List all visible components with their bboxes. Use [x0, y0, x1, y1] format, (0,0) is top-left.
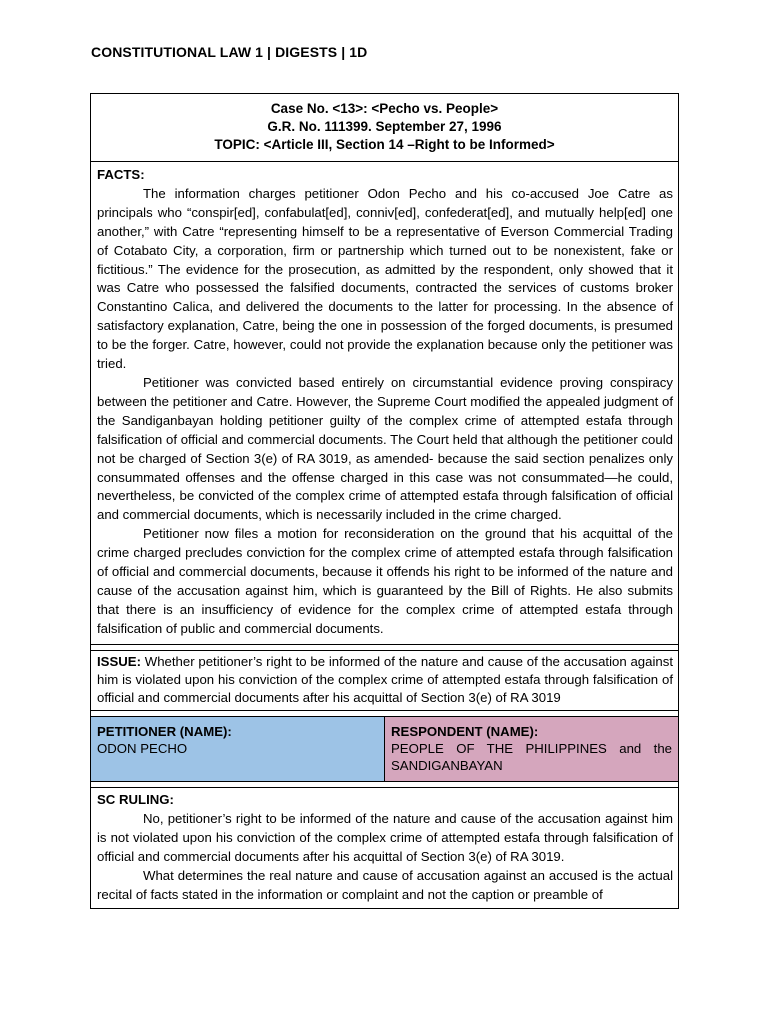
respondent-cell — [385, 717, 678, 781]
issue-text: Whether petitioner’s right to be informed of the nature and cause of the accusation against him is violated upon his conviction of the complex crime of attempted estafa through falsification of official and commercial documents after his acquittal of Section 3(e) of RA 3019 — [97, 653, 673, 706]
issue-section — [91, 651, 678, 712]
petitioner-cell — [91, 717, 385, 781]
respondent-name: PEOPLE OF THE PHILIPPINES and the SANDIGANBAYAN — [391, 741, 672, 774]
ruling-paragraph: What determines the real nature and cause of accusation against an accused is the actual recital of facts stated in the information or complaint and not the caption or preamble of — [97, 867, 673, 902]
respondent-label: RESPONDENT (NAME): — [391, 724, 539, 740]
case-digest-table — [90, 93, 679, 909]
document-header: CONSTITUTIONAL LAW 1 | DIGESTS | 1D — [91, 44, 368, 60]
facts-paragraph: The information charges petitioner Odon Pecho and his co-accused Joe Catre as principals who “conspir[ed], confabulat[ed], conniv[ed], confederat[ed], and mutually help[ed] one another,” with Catre “representing himself to be a representative of Everson Commercial Trading of Cotabato City, a corporation, firm or partnership which turned out to be nonexistent, fake or fictitious.” The evidence for the prosecution, as admitted by the respondent, only showed that it was Catre who possessed the falsified documents, contracted the services of customs broker Constantino Calica, and delivered the documents to the latter for processing. In the absence of satisfactory explanation, Catre, being the one in possession of the forged documents, is presumed to be the forger. Catre, however, could not provide the explanation because only the petitioner was tried. — [97, 185, 673, 372]
ruling-paragraph: No, petitioner’s right to be informed of the nature and cause of the accusation against him is not violated upon his conviction of the complex crime of attempted estafa through falsification of official and commercial documents after his acquittal of Section 3(e) of RA 3019. — [97, 811, 673, 864]
parties-row — [91, 717, 678, 782]
petitioner-label: PETITIONER (NAME): — [97, 724, 232, 740]
facts-paragraph: Petitioner was convicted based entirely on circumstantial evidence proving conspiracy between the petitioner and Catre. However, the Supreme Court modified the appealed judgment of the Sandiganbayan holding petitioner guilty of the complex crime of attempted estafa through falsification of official and commercial documents. The Court held that although the petitioner could not be charged of Section 3(e) of RA 3019, as amended- because the said section penalizes only consummated offenses and the offense charged in this case was not consummated—he could, nevertheless, be convicted of the complex crime of attempted estafa through falsification of official and commercial documents, which is necessarily included in the crime charged. — [97, 374, 673, 523]
gr-number: G.R. No. 111399. September 27, 1996 — [267, 119, 502, 134]
petitioner-name: ODON PECHO — [97, 741, 188, 757]
ruling-label: SC RULING: — [97, 792, 174, 808]
case-number: Case No. <13>: <Pecho vs. People> — [270, 101, 499, 116]
case-topic: TOPIC: <Article III, Section 14 –Right to be Informed> — [214, 137, 555, 152]
case-heading — [91, 94, 678, 162]
ruling-section — [91, 788, 678, 907]
facts-label: FACTS: — [97, 167, 145, 182]
facts-section — [91, 162, 678, 645]
facts-paragraph: Petitioner now files a motion for reconsideration on the ground that his acquittal of the crime charged precludes conviction for the complex crime of attempted estafa through falsification of official and commercial documents, because it offends his right to be informed of the nature and cause of the accusation against him, which is guaranteed by the Bill of Rights. He also submits that there is an insufficiency of evidence for the complex crime of attempted estafa through falsification of public and commercial documents. — [97, 526, 673, 636]
issue-label: ISSUE: — [97, 653, 141, 669]
